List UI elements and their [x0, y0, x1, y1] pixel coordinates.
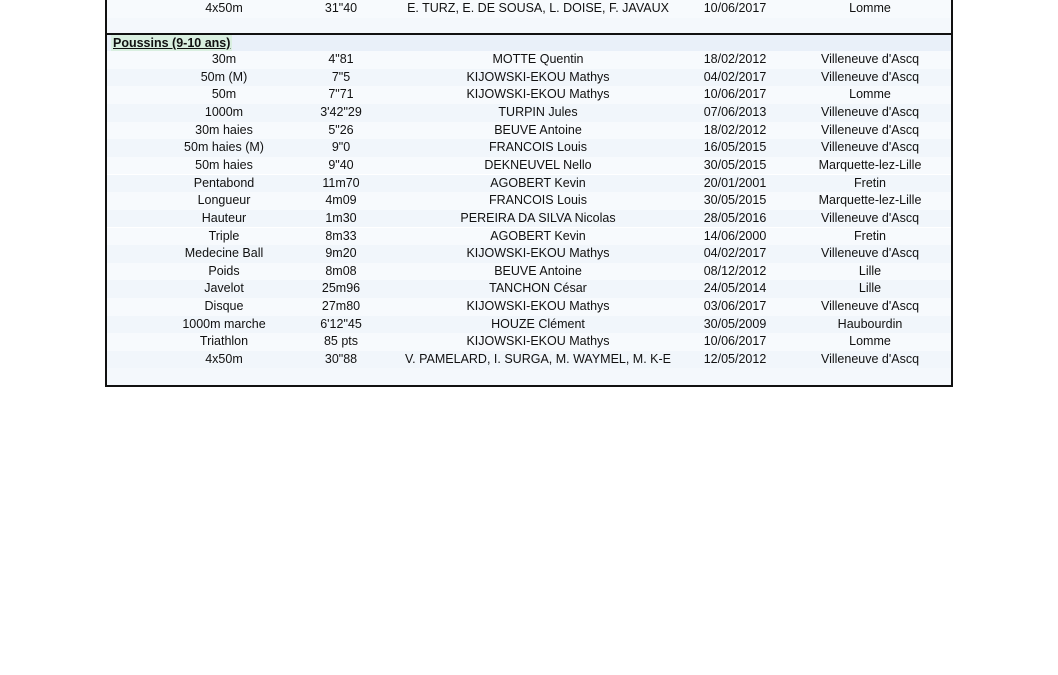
date-cell: 28/05/2016: [703, 210, 767, 225]
table-row: [107, 228, 951, 246]
place-cell: Haubourdin: [837, 316, 903, 331]
date-cell: 12/05/2012: [703, 352, 767, 367]
event-cell: 1000m marche: [182, 316, 266, 331]
table-row: [107, 157, 951, 175]
performance-cell: 5"26: [328, 122, 354, 137]
performance-cell: 9m20: [325, 246, 357, 261]
performance-cell: 8m33: [325, 228, 357, 243]
athlete-cell: AGOBERT Kevin: [490, 228, 586, 243]
date-cell: 30/05/2015: [703, 193, 767, 208]
place-cell: Lomme: [849, 87, 891, 102]
event-cell: 30m haies: [195, 122, 253, 137]
place-cell: Villeneuve d'Ascq: [820, 122, 920, 137]
section-title: Poussins (9-10 ans): [113, 36, 231, 50]
date-cell: 10/06/2017: [703, 1, 767, 15]
performance-cell: 4m09: [325, 193, 357, 208]
place-cell: Villeneuve d'Ascq: [820, 52, 920, 66]
event-cell: Triple: [208, 228, 240, 243]
place-cell: Fretin: [854, 228, 886, 243]
place-cell: Villeneuve d'Ascq: [820, 140, 920, 155]
table-row: [107, 104, 951, 122]
date-cell: 24/05/2014: [703, 281, 767, 296]
athlete-cell: FRANCOIS Louis: [489, 193, 587, 208]
table-row: [107, 192, 951, 210]
event-cell: 50m (M): [200, 69, 248, 84]
event-cell: 50m haies: [195, 157, 253, 172]
event-cell: Longueur: [197, 193, 251, 208]
date-cell: 30/05/2015: [703, 157, 767, 172]
event-cell: 50m: [211, 87, 237, 102]
date-cell: 04/02/2017: [703, 246, 767, 261]
date-cell: 18/02/2012: [703, 122, 767, 137]
table-row: [107, 351, 951, 369]
place-cell: Lomme: [849, 1, 891, 15]
table-row: [107, 122, 951, 140]
table-row: [107, 333, 951, 351]
place-cell: Marquette-lez-Lille: [818, 193, 922, 208]
event-cell: Poids: [208, 263, 240, 278]
event-cell: Javelot: [204, 281, 244, 296]
athlete-cell: KIJOWSKI-EKOU Mathys: [466, 69, 610, 84]
table-row: [107, 139, 951, 157]
event-cell: Hauteur: [201, 210, 247, 225]
place-cell: Lille: [858, 263, 882, 278]
event-cell: 1000m: [204, 104, 244, 119]
blank-row: [107, 18, 951, 33]
athlete-cell: BEUVE Antoine: [494, 263, 582, 278]
performance-cell: 1m30: [325, 210, 357, 225]
place-cell: Villeneuve d'Ascq: [820, 299, 920, 314]
event-cell: Disque: [204, 299, 244, 314]
table-row: [107, 51, 951, 69]
athlete-cell: DEKNEUVEL Nello: [484, 157, 592, 172]
table-row: [107, 316, 951, 334]
place-cell: Villeneuve d'Ascq: [820, 104, 920, 119]
table-row: [107, 245, 951, 263]
date-cell: 16/05/2015: [703, 140, 767, 155]
date-cell: 07/06/2013: [703, 104, 767, 119]
athlete-cell: V. PAMELARD, I. SURGA, M. WAYMEL, M. K-E: [404, 352, 672, 367]
table-row: [107, 86, 951, 104]
records-table: [105, 0, 953, 387]
athlete-cell: BEUVE Antoine: [494, 122, 582, 137]
date-cell: 04/02/2017: [703, 69, 767, 84]
table-row: [107, 0, 951, 18]
date-cell: 03/06/2017: [703, 299, 767, 314]
place-cell: Villeneuve d'Ascq: [820, 246, 920, 261]
athlete-cell: E. TURZ, E. DE SOUSA, L. DOISE, F. JAVAUX: [407, 1, 669, 15]
performance-cell: 4"81: [328, 52, 354, 66]
performance-cell: 7"5: [331, 69, 351, 84]
performance-cell: 31"40: [324, 1, 358, 15]
performance-cell: 11m70: [322, 175, 360, 190]
place-cell: Villeneuve d'Ascq: [820, 352, 920, 367]
athlete-cell: KIJOWSKI-EKOU Mathys: [466, 334, 610, 349]
event-cell: Pentabond: [193, 175, 255, 190]
date-cell: 20/01/2001: [703, 175, 767, 190]
place-cell: Villeneuve d'Ascq: [820, 210, 920, 225]
performance-cell: 30"88: [324, 352, 358, 367]
performance-cell: 6'12"45: [320, 316, 362, 331]
performance-cell: 7"71: [328, 87, 354, 102]
athlete-cell: PEREIRA DA SILVA Nicolas: [460, 210, 616, 225]
date-cell: 14/06/2000: [703, 228, 767, 243]
performance-cell: 8m08: [325, 263, 357, 278]
place-cell: Villeneuve d'Ascq: [820, 69, 920, 84]
section-header: [107, 35, 951, 51]
athlete-cell: HOUZE Clément: [491, 316, 585, 331]
athlete-cell: KIJOWSKI-EKOU Mathys: [466, 87, 610, 102]
performance-cell: 25m96: [321, 281, 361, 296]
date-cell: 08/12/2012: [703, 263, 767, 278]
event-cell: 30m: [211, 52, 237, 66]
performance-cell: 85 pts: [323, 334, 359, 349]
table-row: [107, 263, 951, 281]
athlete-cell: TURPIN Jules: [498, 104, 578, 119]
table-row: [107, 175, 951, 193]
athlete-cell: AGOBERT Kevin: [490, 175, 586, 190]
blank-row: [107, 368, 951, 385]
table-row: [107, 280, 951, 298]
date-cell: 10/06/2017: [703, 334, 767, 349]
athlete-cell: MOTTE Quentin: [492, 52, 584, 66]
place-cell: Fretin: [854, 175, 886, 190]
table-row: [107, 69, 951, 87]
performance-cell: 3'42"29: [320, 104, 362, 119]
table-row: [107, 298, 951, 316]
date-cell: 30/05/2009: [703, 316, 767, 331]
event-cell: 4x50m: [205, 1, 243, 15]
date-cell: 10/06/2017: [703, 87, 767, 102]
date-cell: 18/02/2012: [703, 52, 767, 66]
athlete-cell: KIJOWSKI-EKOU Mathys: [466, 299, 610, 314]
performance-cell: 9"40: [328, 157, 354, 172]
performance-cell: 27m80: [321, 299, 361, 314]
performance-cell: 9"0: [331, 140, 351, 155]
athlete-cell: FRANCOIS Louis: [489, 140, 587, 155]
event-cell: 4x50m: [205, 352, 243, 367]
event-cell: Triathlon: [199, 334, 249, 349]
place-cell: Marquette-lez-Lille: [818, 157, 922, 172]
place-cell: Lille: [858, 281, 882, 296]
athlete-cell: TANCHON César: [489, 281, 587, 296]
event-cell: 50m haies (M): [184, 140, 264, 155]
place-cell: Lomme: [849, 334, 891, 349]
athlete-cell: KIJOWSKI-EKOU Mathys: [466, 246, 610, 261]
event-cell: Medecine Ball: [184, 246, 264, 261]
table-row: [107, 210, 951, 228]
